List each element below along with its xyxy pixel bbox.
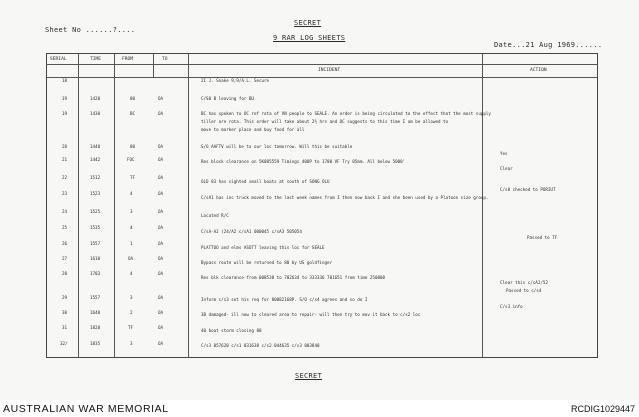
- cell-incident: 2I J. Snake 9,9/A L. Secure: [201, 78, 270, 83]
- cell-serial: 28: [62, 271, 68, 276]
- col-header-to: TO: [162, 57, 168, 62]
- header-rule: [46, 77, 598, 78]
- cell-time: 1535: [90, 225, 101, 230]
- cell-from: 4: [130, 271, 133, 276]
- cell-to: OA: [158, 241, 164, 246]
- cell-serial: 30: [62, 310, 68, 315]
- cell-to: OA: [158, 341, 164, 346]
- cell-to: OA: [158, 325, 164, 330]
- sheet-number: Sheet No ......?....: [45, 26, 136, 34]
- archive-name: AUSTRALIAN WAR MEMORIAL: [3, 403, 169, 415]
- cell-serial: 27: [62, 256, 68, 261]
- cell-from: 4: [130, 191, 133, 196]
- cell-serial: 25: [62, 225, 68, 230]
- cell-from: BC: [130, 111, 136, 116]
- cell-incident: Inform c/s3 set his req for 80082168P. S/O c/s4 agrees and so do I: [201, 297, 368, 302]
- cell-from: 2: [130, 310, 133, 315]
- col-header-incident: INCIDENT: [318, 68, 341, 73]
- cell-time: 1525: [90, 209, 101, 214]
- cell-time: 1610: [90, 256, 101, 261]
- cell-time: 1557: [90, 241, 101, 246]
- cell-time: 1703: [90, 271, 101, 276]
- cell-incident: 3B damaged- ill now to cleared area to repair- will then try to mov it back to c/s2 loc: [201, 312, 421, 317]
- col-divider: [482, 53, 483, 358]
- cell-incident: C/s3 057620 c/s1 031638 c/s2 044635 c/s3 003840: [201, 343, 320, 348]
- cell-from: 80: [130, 96, 136, 101]
- cell-from: 3: [130, 341, 133, 346]
- cell-incident: OLD 83 has sighted small boats at south of SONG OLU: [201, 179, 330, 184]
- cell-serial: 18: [62, 78, 68, 83]
- cell-time: 1512: [90, 175, 101, 180]
- col-divider: [78, 53, 79, 358]
- cell-serial: 29: [62, 295, 68, 300]
- col-divider: [114, 53, 115, 358]
- cell-action-line: Passed to c/s4: [506, 288, 542, 293]
- cell-time: 1440: [90, 144, 101, 149]
- cell-to: OA: [158, 175, 164, 180]
- cell-to: OA: [158, 144, 164, 149]
- cell-incident: C/sA1 has inc truck moved to the last week names from I then now back I and she been used by a Platoon size group.: [201, 195, 489, 200]
- cell-to: OA: [158, 111, 164, 116]
- cell-from: TF: [130, 175, 136, 180]
- cell-incident: S/O AAFTV will be to our loc tomorrow. Will this be suitable: [201, 144, 353, 149]
- cell-action: Yes: [500, 151, 508, 156]
- cell-incident: Res blk clearance from 008538 to 702634 to 333336 701651 from time 250800: [201, 275, 386, 280]
- col-header-from: FROM: [122, 57, 134, 62]
- cell-from: 3: [130, 295, 133, 300]
- cell-from: 3: [130, 209, 133, 214]
- col-divider: [188, 53, 189, 358]
- cell-serial: 22: [62, 175, 68, 180]
- cell-time: 1442: [90, 157, 101, 162]
- cell-serial: 24: [62, 209, 68, 214]
- col-divider: [153, 53, 154, 77]
- cell-serial: 23: [62, 191, 68, 196]
- cell-to: OA: [158, 256, 164, 261]
- cell-action: C/s0 checked to PORIUT: [500, 187, 556, 192]
- cell-incident-line: move to marker place and buy food for all: [201, 127, 305, 132]
- col-header-action: ACTION: [530, 68, 547, 73]
- cell-from: 80: [130, 144, 136, 149]
- cell-incident: Res block clearance on 5K085559 Timings 400P to 1700 VF Try 05mm. All below 5000': [201, 159, 406, 164]
- cell-action: Passed to TF: [527, 235, 558, 240]
- cell-to: OA: [158, 271, 164, 276]
- cell-serial: 26: [62, 241, 68, 246]
- cell-from: OA: [128, 256, 134, 261]
- cell-to: OA: [158, 96, 164, 101]
- cell-from: 1: [130, 241, 133, 246]
- cell-to: OA: [158, 209, 164, 214]
- cell-incident-line: tiller are rota. This order will take about 2½ hrs and OC suggests to this time I am be allowed to: [201, 119, 449, 124]
- cell-serial: 19: [62, 111, 68, 116]
- cell-incident: 40 boat storm closing 80: [201, 328, 262, 333]
- cell-incident: BC has spoken to OC ref rota of VN people to SEALE. An order is being circulated to the effect that the most supply: [201, 111, 491, 116]
- cell-incident: C/sA-A2 (24/A2 c/sA1 000045 c/sA3 505054: [201, 229, 302, 234]
- cell-action: Clear this c/sA2/52: [500, 280, 548, 285]
- cell-action-line: Clear: [500, 166, 513, 171]
- cell-time: 1820: [90, 325, 101, 330]
- cell-time: 1557: [90, 295, 101, 300]
- cell-incident: C/S0 B leaving for BU: [201, 96, 254, 101]
- archive-id: RCDIG1029447: [570, 404, 635, 414]
- col-header-serial: SERIAL: [50, 57, 67, 62]
- cell-serial: 20: [62, 144, 68, 149]
- cell-to: OA: [158, 310, 164, 315]
- classification-top: SECRET: [294, 19, 322, 27]
- classification-bottom: SECRET: [295, 372, 323, 380]
- header-rule: [46, 64, 598, 65]
- cell-time: 1420: [90, 96, 101, 101]
- cell-time: 1523: [90, 191, 101, 196]
- cell-action: C/s3 info: [500, 304, 523, 309]
- cell-time: 1835: [90, 341, 101, 346]
- cell-incident: Bypass route will be returned to 80 by US goldfinger: [201, 260, 333, 265]
- cell-time: 1640: [90, 310, 101, 315]
- cell-serial: 31: [62, 325, 68, 330]
- cell-serial: 32/: [60, 341, 68, 346]
- cell-from: TF: [128, 325, 134, 330]
- cell-from: 4: [130, 225, 133, 230]
- cell-serial: 19: [62, 96, 68, 101]
- cell-to: OA: [158, 191, 164, 196]
- archive-footer: [0, 400, 639, 417]
- cell-serial: 21: [62, 157, 68, 162]
- cell-to: OA: [158, 157, 164, 162]
- cell-incident: PLATTOO and elms ASOTT leaving this loc for SEALE: [201, 245, 325, 250]
- cell-from: FOC: [127, 157, 135, 162]
- cell-to: OA: [158, 225, 164, 230]
- cell-incident: Located R/C: [201, 213, 229, 218]
- col-header-time: TIME: [90, 57, 102, 62]
- sheet-title: 9 RAR LOG SHEETS: [273, 34, 346, 42]
- sheet-date: Date...21 Aug 1969......: [494, 41, 603, 49]
- cell-time: 1430: [90, 111, 101, 116]
- cell-to: OA: [158, 295, 164, 300]
